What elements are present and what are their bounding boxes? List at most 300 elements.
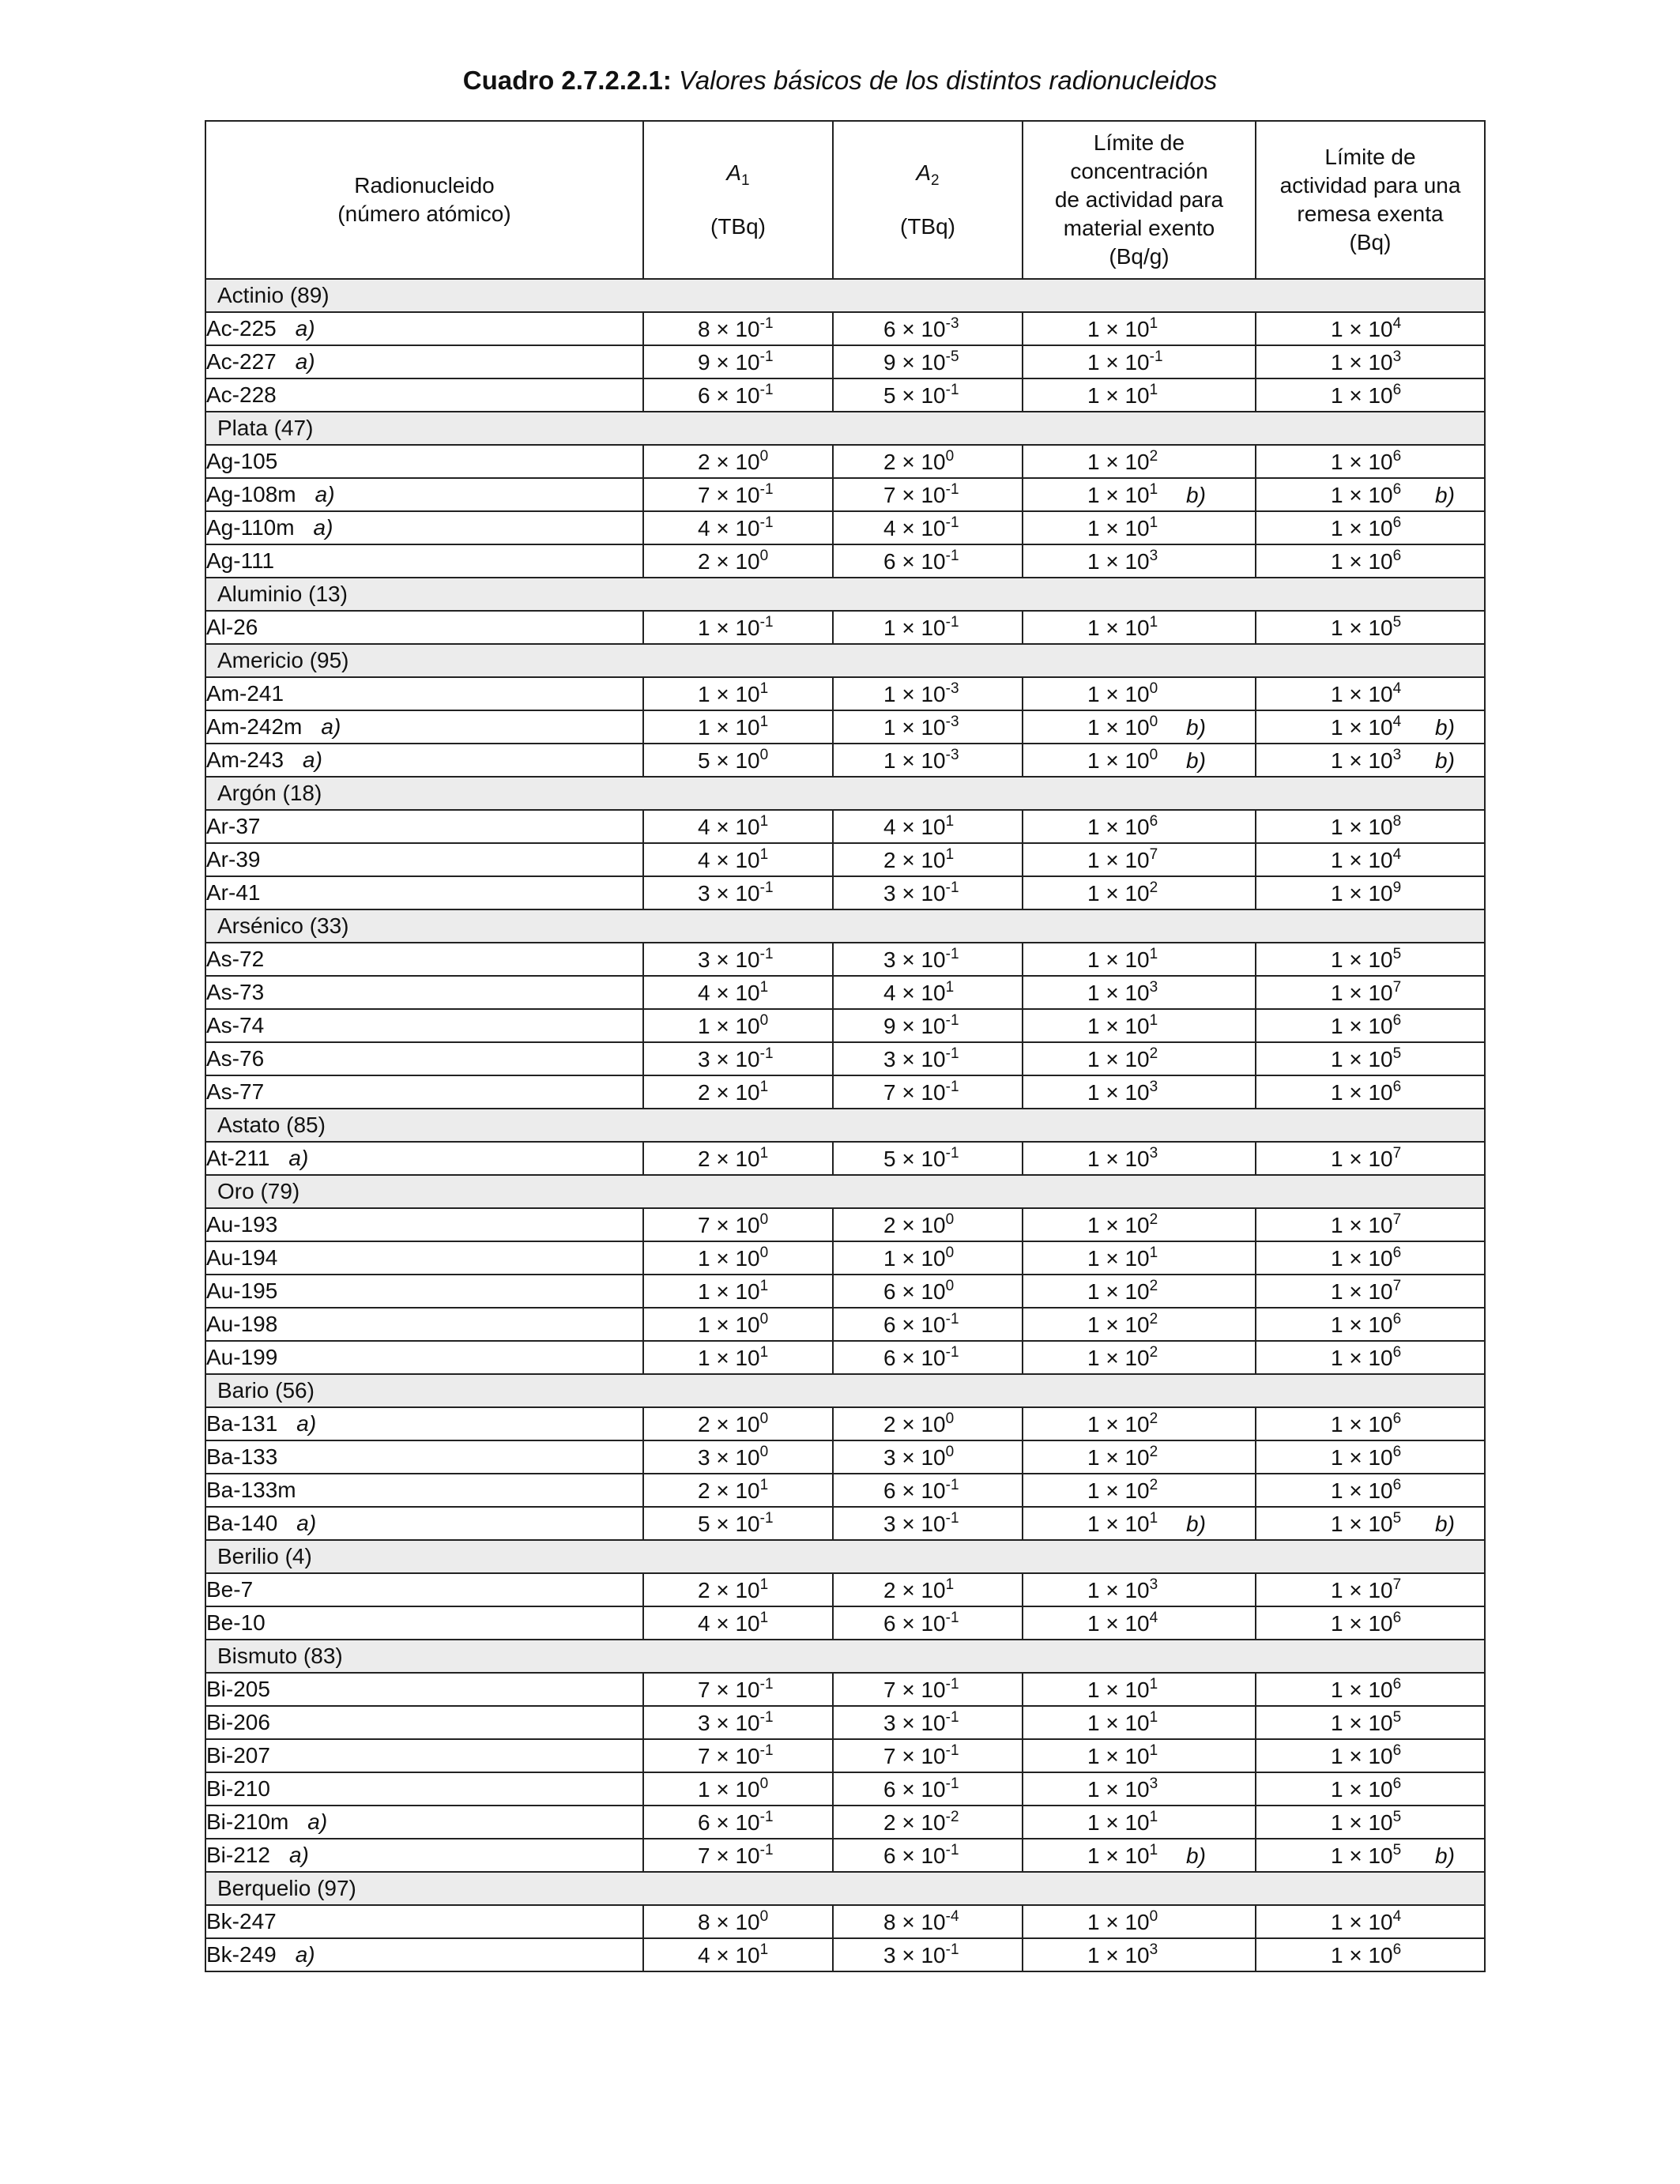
a2-value-cell [833, 345, 1023, 378]
l-value-cell [1256, 1142, 1485, 1175]
l-value-cell [1256, 1706, 1485, 1739]
c-value-cell [1023, 1142, 1256, 1175]
table-caption [0, 65, 1680, 96]
exponent: 7 [1392, 979, 1402, 996]
group-header-row [205, 1872, 1485, 1905]
table-row [205, 611, 1485, 644]
exponent: 1 [759, 1344, 769, 1361]
a1-value-cell [643, 1142, 833, 1175]
exponent: -1 [759, 348, 774, 365]
a2-value-cell [833, 1573, 1023, 1606]
nuclide-name: Ar-37 [206, 814, 261, 838]
scientific-value: $3 \times 10^{-1}$ [698, 1045, 774, 1071]
scientific-value: $1 \times 10^0$ [883, 1245, 955, 1271]
exponent: -1 [759, 315, 774, 332]
header-a1-subscript: 1 [741, 172, 750, 189]
c-value-cell [1023, 943, 1256, 976]
a1-value-cell [643, 1275, 833, 1308]
exponent: -5 [945, 348, 959, 365]
table-row [205, 943, 1485, 976]
nuclide-name: Au-199 [206, 1345, 278, 1369]
nuclide-cell [205, 1009, 643, 1042]
scientific-value: $1 \times 10^6$ [1331, 382, 1402, 408]
group-header-row [205, 279, 1485, 312]
a2-value-cell [833, 312, 1023, 345]
a2-value-cell [833, 1806, 1023, 1839]
scientific-value: $1 \times 10^0$ [698, 1311, 769, 1337]
footnote-mark: a) [288, 1843, 309, 1867]
scientific-value: $8 \times 10^{-1}$ [698, 315, 774, 341]
group-name: Bario (56) [205, 1374, 1485, 1407]
l-value-cell [1256, 1241, 1485, 1275]
exponent: 3 [1149, 1576, 1158, 1593]
exponent: 6 [1392, 1012, 1402, 1029]
exponent: 6 [1149, 813, 1158, 830]
a2-value-cell [833, 378, 1023, 412]
exponent: 6 [1392, 1941, 1402, 1958]
exponent: 0 [945, 448, 955, 465]
scientific-value: $1 \times 10^2$ [1087, 448, 1158, 474]
nuclide-cell [205, 511, 643, 544]
l-value-cell [1256, 478, 1485, 511]
group-name: Actinio (89) [205, 279, 1485, 312]
exponent: 4 [1392, 1908, 1402, 1925]
c-value-cell [1023, 1938, 1256, 1971]
group-name: Oro (79) [205, 1175, 1485, 1208]
scientific-value: $6 \times 10^{-1}$ [883, 1775, 959, 1802]
table-row [205, 1706, 1485, 1739]
l-value-cell [1256, 312, 1485, 345]
scientific-value: $1 \times 10^2$ [1087, 1444, 1158, 1470]
scientific-value: $1 \times 10^6$ [1331, 1941, 1402, 1967]
a2-value-cell [833, 1606, 1023, 1640]
nuclide-name: Am-241 [206, 681, 284, 706]
a1-value-cell [643, 1905, 833, 1938]
header-act-line: actividad para una [1279, 173, 1461, 198]
header-row [205, 121, 1485, 279]
exponent: 3 [1149, 1775, 1158, 1792]
exponent: 1 [1149, 1742, 1158, 1759]
scientific-value: $1 \times 10^1$ [698, 714, 769, 740]
scientific-value: $3 \times 10^{-1}$ [698, 879, 774, 906]
l-value-cell [1256, 710, 1485, 744]
l-value-cell [1256, 1341, 1485, 1374]
exponent: -1 [759, 614, 774, 631]
group-header-row [205, 1540, 1485, 1573]
a1-value-cell [643, 1341, 833, 1374]
table-row [205, 1507, 1485, 1540]
exponent: 6 [1392, 548, 1402, 564]
nuclide-cell [205, 611, 643, 644]
scientific-value: $1 \times 10^0$ [698, 1775, 769, 1802]
table-row [205, 1839, 1485, 1872]
exponent: -1 [945, 1145, 959, 1162]
exponent: 0 [759, 548, 769, 564]
exponent: -1 [945, 614, 959, 631]
exponent: 6 [1392, 1079, 1402, 1095]
exponent: -1 [945, 1610, 959, 1626]
l-value-cell [1256, 1673, 1485, 1706]
footnote-mark: b) [1186, 748, 1206, 773]
scientific-value: $7 \times 10^{-1}$ [698, 1842, 774, 1868]
table-row [205, 1806, 1485, 1839]
exponent: 4 [1392, 846, 1402, 863]
group-header-row [205, 1640, 1485, 1673]
exponent: 1 [1149, 1012, 1158, 1029]
group-name: Astato (85) [205, 1109, 1485, 1142]
scientific-value: $9 \times 10^{-5}$ [883, 348, 959, 375]
l-value-cell [1256, 943, 1485, 976]
exponent: 1 [759, 1610, 769, 1626]
nuclide-cell [205, 1440, 643, 1474]
scientific-value: $6 \times 10^{-3}$ [883, 315, 959, 341]
table-row [205, 1009, 1485, 1042]
a2-value-cell [833, 1706, 1023, 1739]
nuclide-name: Ar-41 [206, 880, 261, 905]
table-row [205, 1772, 1485, 1806]
exponent: 2 [1149, 1211, 1158, 1228]
scientific-value: $6 \times 10^{-1}$ [883, 548, 959, 574]
a2-value-cell [833, 1308, 1023, 1341]
exponent: 0 [945, 1278, 955, 1294]
scientific-value: $1 \times 10^8$ [1331, 813, 1402, 839]
nuclide-name: As-76 [206, 1046, 265, 1071]
nuclide-name: Ba-133 [206, 1444, 278, 1469]
exponent: 1 [945, 1576, 955, 1593]
table-row [205, 1042, 1485, 1075]
nuclide-cell [205, 445, 643, 478]
group-header-row [205, 644, 1485, 677]
a1-value-cell [643, 1673, 833, 1706]
scientific-value: $1 \times 10^3$ [1087, 979, 1158, 1005]
exponent: -1 [945, 1510, 959, 1527]
table-row [205, 1739, 1485, 1772]
a1-value-cell [643, 345, 833, 378]
nuclide-name: Bk-249 [206, 1942, 277, 1967]
scientific-value: $1 \times 10^4$ [1331, 680, 1402, 706]
c-value-cell [1023, 1208, 1256, 1241]
exponent: 1 [1149, 382, 1158, 398]
scientific-value: $1 \times 10^3$ [1087, 1941, 1158, 1967]
scientific-value: $2 \times 10^1$ [698, 1576, 769, 1602]
header-act-line: remesa exenta [1297, 201, 1444, 226]
exponent: 1 [1149, 614, 1158, 631]
nuclide-cell [205, 345, 643, 378]
l-value-cell [1256, 1009, 1485, 1042]
exponent: 1 [1149, 1676, 1158, 1693]
header-a2-unit: (TBq) [900, 214, 955, 239]
scientific-value: $7 \times 10^{-1}$ [883, 481, 959, 507]
table-row [205, 445, 1485, 478]
scientific-value: $1 \times 10^6$ [1331, 1610, 1402, 1636]
a2-value-cell [833, 1042, 1023, 1075]
a1-value-cell [643, 1507, 833, 1540]
scientific-value: $1 \times 10^6$ [1331, 1676, 1402, 1702]
table-row [205, 478, 1485, 511]
scientific-value: $6 \times 10^{-1}$ [883, 1842, 959, 1868]
scientific-value: $1 \times 10^9$ [1331, 879, 1402, 906]
footnote-mark: a) [288, 1146, 309, 1170]
c-value-cell [1023, 1905, 1256, 1938]
group-name: Berquelio (97) [205, 1872, 1485, 1905]
scientific-value: $1 \times 10^4$ [1331, 315, 1402, 341]
exponent: -1 [945, 1045, 959, 1062]
footnote-mark: b) [1435, 715, 1455, 740]
exponent: -1 [945, 1709, 959, 1726]
scientific-value: $1 \times 10^7$ [1087, 846, 1158, 872]
exponent: 6 [1392, 481, 1402, 498]
footnote-mark: a) [295, 316, 315, 341]
nuclide-name: As-77 [206, 1079, 265, 1104]
exponent: 6 [1392, 1477, 1402, 1493]
exponent: -1 [945, 1311, 959, 1327]
exponent: -1 [759, 514, 774, 531]
exponent: -3 [945, 714, 959, 730]
nuclide-cell [205, 1706, 643, 1739]
exponent: 0 [759, 1211, 769, 1228]
scientific-value: $1 \times 10^3$ [1331, 747, 1402, 773]
header-a1 [643, 121, 833, 279]
exponent: 1 [759, 1941, 769, 1958]
exponent: 5 [1392, 1709, 1402, 1726]
nuclide-name: As-74 [206, 1013, 265, 1037]
nuclide-cell [205, 810, 643, 843]
scientific-value: $3 \times 10^{-1}$ [698, 1709, 774, 1735]
nuclide-cell [205, 1772, 643, 1806]
scientific-value: $1 \times 10^1$ [698, 1278, 769, 1304]
l-value-cell [1256, 544, 1485, 578]
scientific-value: $2 \times 10^1$ [698, 1079, 769, 1105]
exponent: -1 [945, 1941, 959, 1958]
a2-value-cell [833, 1275, 1023, 1308]
exponent: 2 [1149, 879, 1158, 896]
scientific-value: $7 \times 10^{-1}$ [883, 1079, 959, 1105]
header-a2-subscript: 2 [931, 172, 940, 189]
exponent: -1 [945, 548, 959, 564]
footnote-mark: a) [295, 1942, 315, 1967]
nuclide-cell [205, 843, 643, 876]
table-row [205, 1440, 1485, 1474]
scientific-value: $4 \times 10^1$ [883, 813, 955, 839]
exponent: 3 [1149, 1145, 1158, 1162]
c-value-cell [1023, 1241, 1256, 1275]
table-row [205, 1142, 1485, 1175]
scientific-value: $1 \times 10^1$ [698, 1344, 769, 1370]
a1-value-cell [643, 1573, 833, 1606]
scientific-value: $4 \times 10^1$ [883, 979, 955, 1005]
scientific-value: $1 \times 10^6$ [1331, 448, 1402, 474]
nuclide-name: Ar-39 [206, 847, 261, 872]
scientific-value: $3 \times 10^{-1}$ [883, 1709, 959, 1735]
nuclide-cell [205, 744, 643, 777]
scientific-value: $1 \times 10^2$ [1087, 1311, 1158, 1337]
exponent: 0 [759, 1012, 769, 1029]
group-name: Plata (47) [205, 412, 1485, 445]
c-value-cell [1023, 710, 1256, 744]
nuclide-name: Au-198 [206, 1312, 278, 1336]
scientific-value: $1 \times 10^7$ [1331, 979, 1402, 1005]
c-value-cell [1023, 1606, 1256, 1640]
nuclide-cell [205, 1075, 643, 1109]
exponent: 6 [1392, 382, 1402, 398]
scientific-value: $1 \times 10^2$ [1087, 1045, 1158, 1071]
nuclide-cell [205, 1673, 643, 1706]
scientific-value: $2 \times 10^0$ [698, 548, 769, 574]
exponent: 3 [1392, 747, 1402, 763]
scientific-value: $1 \times 10^6$ [1331, 1742, 1402, 1768]
group-header-row [205, 1109, 1485, 1142]
header-conc-line: Límite de [1093, 130, 1185, 155]
scientific-value: $6 \times 10^0$ [883, 1278, 955, 1304]
a1-value-cell [643, 710, 833, 744]
scientific-value: $7 \times 10^{-1}$ [883, 1742, 959, 1768]
nuclide-name: Bk-247 [206, 1909, 277, 1934]
c-value-cell [1023, 810, 1256, 843]
nuclide-name: Ba-131 [206, 1411, 278, 1436]
scientific-value: $1 \times 10^5$ [1331, 1045, 1402, 1071]
c-value-cell [1023, 378, 1256, 412]
scientific-value: $1 \times 10^{-1}$ [698, 614, 774, 640]
a2-value-cell [833, 744, 1023, 777]
a1-value-cell [643, 876, 833, 909]
exponent: -1 [945, 946, 959, 962]
scientific-value: $1 \times 10^1$ [1087, 946, 1158, 972]
scientific-value: $1 \times 10^2$ [1087, 1211, 1158, 1237]
scientific-value: $1 \times 10^1$ [1087, 1709, 1158, 1735]
nuclide-cell [205, 1407, 643, 1440]
table-row [205, 544, 1485, 578]
exponent: 3 [1149, 548, 1158, 564]
exponent: 2 [1149, 1477, 1158, 1493]
scientific-value: $1 \times 10^1$ [1087, 481, 1158, 507]
exponent: 6 [1392, 514, 1402, 531]
header-a2 [833, 121, 1023, 279]
exponent: -1 [945, 1079, 959, 1095]
scientific-value: $1 \times 10^{-3}$ [883, 714, 959, 740]
c-value-cell [1023, 1474, 1256, 1507]
nuclide-name: Al-26 [206, 615, 258, 639]
exponent: 1 [945, 813, 955, 830]
c-value-cell [1023, 1075, 1256, 1109]
exponent: 5 [1392, 614, 1402, 631]
footnote-mark: b) [1435, 483, 1455, 507]
scientific-value: $1 \times 10^4$ [1331, 714, 1402, 740]
exponent: -1 [759, 1809, 774, 1825]
exponent: 7 [1392, 1211, 1402, 1228]
scientific-value: $1 \times 10^7$ [1331, 1211, 1402, 1237]
scientific-value: $3 \times 10^0$ [698, 1444, 769, 1470]
scientific-value: $6 \times 10^{-1}$ [698, 1809, 774, 1835]
group-header-row [205, 777, 1485, 810]
l-value-cell [1256, 1739, 1485, 1772]
scientific-value: $2 \times 10^0$ [883, 1410, 955, 1437]
a1-value-cell [643, 1706, 833, 1739]
nuclide-name: As-73 [206, 980, 265, 1004]
scientific-value: $7 \times 10^{-1}$ [698, 1742, 774, 1768]
group-name: Americio (95) [205, 644, 1485, 677]
exponent: -1 [759, 1045, 774, 1062]
scientific-value: $1 \times 10^5$ [1331, 946, 1402, 972]
footnote-mark: b) [1435, 748, 1455, 773]
a2-value-cell [833, 1009, 1023, 1042]
l-value-cell [1256, 1275, 1485, 1308]
l-value-cell [1256, 677, 1485, 710]
scientific-value: $5 \times 10^{-1}$ [883, 1145, 959, 1171]
group-header-row [205, 1175, 1485, 1208]
exponent: 7 [1392, 1278, 1402, 1294]
table-row [205, 1905, 1485, 1938]
scientific-value: $1 \times 10^7$ [1331, 1145, 1402, 1171]
footnote-mark: b) [1435, 1843, 1455, 1868]
nuclide-name: Ag-110m [206, 515, 295, 540]
nuclide-name: Bi-212 [206, 1843, 270, 1867]
scientific-value: $1 \times 10^3$ [1087, 548, 1158, 574]
l-value-cell [1256, 1806, 1485, 1839]
scientific-value: $1 \times 10^6$ [1331, 1079, 1402, 1105]
nuclide-name: Au-194 [206, 1245, 278, 1270]
exponent: 1 [1149, 481, 1158, 498]
nuclide-cell [205, 1938, 643, 1971]
scientific-value: $1 \times 10^6$ [1331, 1311, 1402, 1337]
footnote-mark: a) [321, 714, 341, 739]
nuclide-cell [205, 1739, 643, 1772]
exponent: 5 [1392, 1842, 1402, 1858]
scientific-value: $1 \times 10^1$ [698, 680, 769, 706]
footnote-mark: b) [1186, 1843, 1206, 1868]
nuclide-name: Ac-225 [206, 316, 277, 341]
scientific-value: $1 \times 10^5$ [1331, 1709, 1402, 1735]
exponent: 5 [1392, 946, 1402, 962]
exponent: 1 [759, 714, 769, 730]
exponent: 1 [945, 846, 955, 863]
table-row [205, 378, 1485, 412]
a1-value-cell [643, 1474, 833, 1507]
table-row [205, 976, 1485, 1009]
table-row [205, 1075, 1485, 1109]
table-row [205, 744, 1485, 777]
nuclide-cell [205, 1905, 643, 1938]
exponent: 6 [1392, 1311, 1402, 1327]
l-value-cell [1256, 345, 1485, 378]
a2-value-cell [833, 1474, 1023, 1507]
table-row [205, 1308, 1485, 1341]
scientific-value: $1 \times 10^6$ [1331, 481, 1402, 507]
exponent: -1 [945, 382, 959, 398]
table-row [205, 1407, 1485, 1440]
exponent: 0 [759, 1245, 769, 1261]
a2-value-cell [833, 1938, 1023, 1971]
nuclide-name: Bi-205 [206, 1677, 270, 1701]
footnote-mark: b) [1186, 483, 1206, 507]
exponent: 1 [759, 680, 769, 697]
exponent: 0 [759, 1444, 769, 1460]
l-value-cell [1256, 1474, 1485, 1507]
scientific-value: $1 \times 10^4$ [1087, 1610, 1158, 1636]
scientific-value: $6 \times 10^{-1}$ [883, 1477, 959, 1503]
exponent: -1 [759, 1742, 774, 1759]
a2-value-cell [833, 611, 1023, 644]
a1-value-cell [643, 1839, 833, 1872]
nuclide-name: At-211 [206, 1146, 270, 1170]
table-row [205, 1938, 1485, 1971]
exponent: 6 [1392, 1444, 1402, 1460]
a2-value-cell [833, 710, 1023, 744]
scientific-value: $2 \times 10^1$ [698, 1145, 769, 1171]
header-act-line: (Bq) [1349, 230, 1392, 254]
exponent: -3 [945, 315, 959, 332]
exponent: -1 [759, 382, 774, 398]
l-value-cell [1256, 843, 1485, 876]
